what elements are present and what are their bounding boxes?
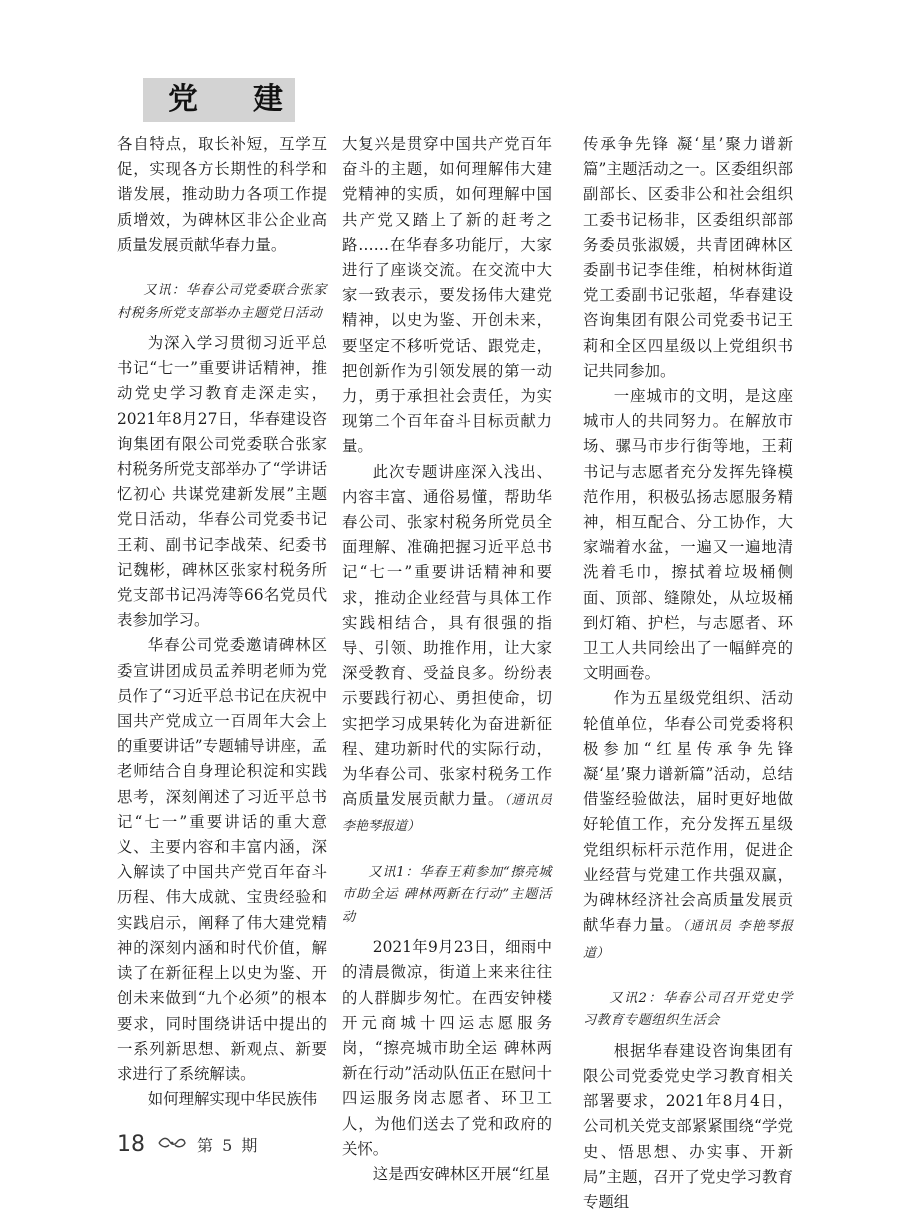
page-footer	[117, 1129, 259, 1159]
decorative-vignette-icon	[157, 1135, 187, 1154]
paragraph: 大复兴是贯穿中国共产党百年奋斗的主题，如何理解伟大建党精神的实质，如何理解中国共产党又踏上了新的赶考之路……在华春多功能厅，大家进行了座谈交流。在交流中大家一致表示，要发扬伟大建党精神，以史为鉴、开创未来，要坚定不移听党话、跟党走，把创新作为引领发展的第一动力，勇于承担社会责任，为实现第二个百年奋斗目标贡献力量。	[342, 135, 552, 456]
paragraph-text: 作为五星级党组织、活动轮值单位，华春公司党委将积极参加“红星传承争先锋 凝‘星’聚力谱新篇”活动，总结借鉴经验做法，届时更好地做好轮值工作，充分发挥五星级党组织标杆示范作用，促进企业经营与党建工作共强双赢，为碑林经济社会高质量发展贡献华春力量。	[583, 689, 793, 935]
page-number: 18	[117, 1131, 145, 1157]
paragraph: 为深入学习贯彻习近平总书记“七一”重要讲话精神，推动党史学习教育走深走实，2021年8月27日，华春建设咨询集团有限公司党委联合张家村税务所党支部举办了“学讲话 忆初心 共谋党建新发展”主题党日活动，华春公司党委书记王莉、副书记李战荣、纪委书记魏彬，碑林区张家村税务所党支部书记冯涛等66名党员代表参加学习。	[117, 334, 327, 630]
paragraph: 2021年9月23日，细雨中的清晨微凉，街道上来来往往的人群脚步匆忙。在西安钟楼开元商城十四运志愿服务岗，“擦亮城市助全运 碑林两新在行动”活动队伍正在慰问十四运服务岗志愿者、环卫工人，为他们送去了党和政府的关怀。	[342, 938, 552, 1158]
paragraph: 一座城市的文明，是这座城市人的共同努力。在解放市场、骡马市步行街等地，王莉书记与志愿者充分发挥先锋模范作用，积极弘扬志愿服务精神，相互配合、分工协作，大家端着水盆，一遍又一遍地清洗着毛巾，擦拭着垃圾桶侧面、顶部、缝隙处，从垃圾桶到灯箱、护栏，与志愿者、环卫工人共同绘出了一幅鲜亮的文明画卷。	[583, 387, 793, 683]
reporter-credit: （通讯员 李艳琴报道）	[583, 919, 793, 961]
article-column-2	[342, 132, 552, 1184]
paragraph: 各自特点，取长补短，互学互促，实现各方长期性的科学和谐发展，推动助力各项工作提质增效，为碑林区非公企业高质量发展贡献华春力量。	[117, 135, 327, 254]
news-subheading: 又讯1：华春王莉参加“擦亮城市助全运 碑林两新在行动”主题活动	[342, 864, 552, 925]
section-title-char-1: 党	[168, 82, 198, 117]
paragraph: 华春公司党委邀请碑林区委宣讲团成员孟养明老师为党员作了“习近平总书记在庆祝中国共产党成立一百周年大会上的重要讲话”专题辅导讲座，孟老师结合自身理论积淀和实践思考，深刻阐述了习近平总书记“七一”重要讲话的重大意义、主要内容和丰富内涵，深入解读了中国共产党百年奋斗历程、伟大成就、宝贵经验和实践启示，阐释了伟大建党精神的深刻内涵和时代价值，解读了在新征程上以史为鉴、开创未来做到“九个必须”的根本要求，同时围绕讲话中提出的一系列新思想、新观点、新要求进行了系统解读。	[117, 636, 327, 1083]
paragraph	[342, 460, 552, 840]
issue-label: 第 5 期	[197, 1135, 260, 1155]
reporter-credit: （通讯员 李艳琴报道）	[342, 793, 552, 835]
paragraph: 传承争先锋 凝‘星’聚力谱新篇”主题活动之一。区委组织部副部长、区委非公和社会组织工委书记杨非，区委组织部部务委员张淑媛，共青团碑林区委副书记李佳维，柏树林街道党工委副书记张超，华春建设咨询集团有限公司党委书记王莉和全区四星级以上党组织书记共同参加。	[583, 135, 793, 380]
paragraph: 根据华春建设咨询集团有限公司党委党史学习教育相关部署要求，2021年8月4日，公司机关党支部紧紧围绕“学党史、悟思想、办实事、开新局”主题，召开了党史学习教育专题组	[583, 1041, 793, 1211]
article-column-1	[117, 132, 327, 1112]
paragraph	[583, 686, 793, 965]
news-subheading: 又讯2：华春公司召开党史学习教育专题组织生活会	[583, 990, 793, 1029]
section-title-char-2: 建	[253, 82, 283, 117]
article-column-3	[583, 132, 793, 1211]
paragraph: 如何理解实现中华民族伟	[147, 1090, 318, 1109]
paragraph: 这是西安碑林区开展“红星	[372, 1165, 550, 1184]
paragraph-text: 此次专题讲座深入浅出、内容丰富、通俗易懂，帮助华春公司、张家村税务所党员全面理解、准确把握习近平总书记“七一”重要讲话精神和要求，推动企业经营与具体工作实践相结合，具有很强的指导、引领、助推作用，让大家深受教育、受益良多。纷纷表示要践行初心、勇担使命，切实把学习成果转化为奋进新征程、建功新时代的实际行动，为华春公司、张家村税务工作高质量发展贡献力量。	[342, 462, 552, 809]
news-subheading: 又讯：华春公司党委联合张家村税务所党支部举办主题党日活动	[117, 283, 327, 321]
